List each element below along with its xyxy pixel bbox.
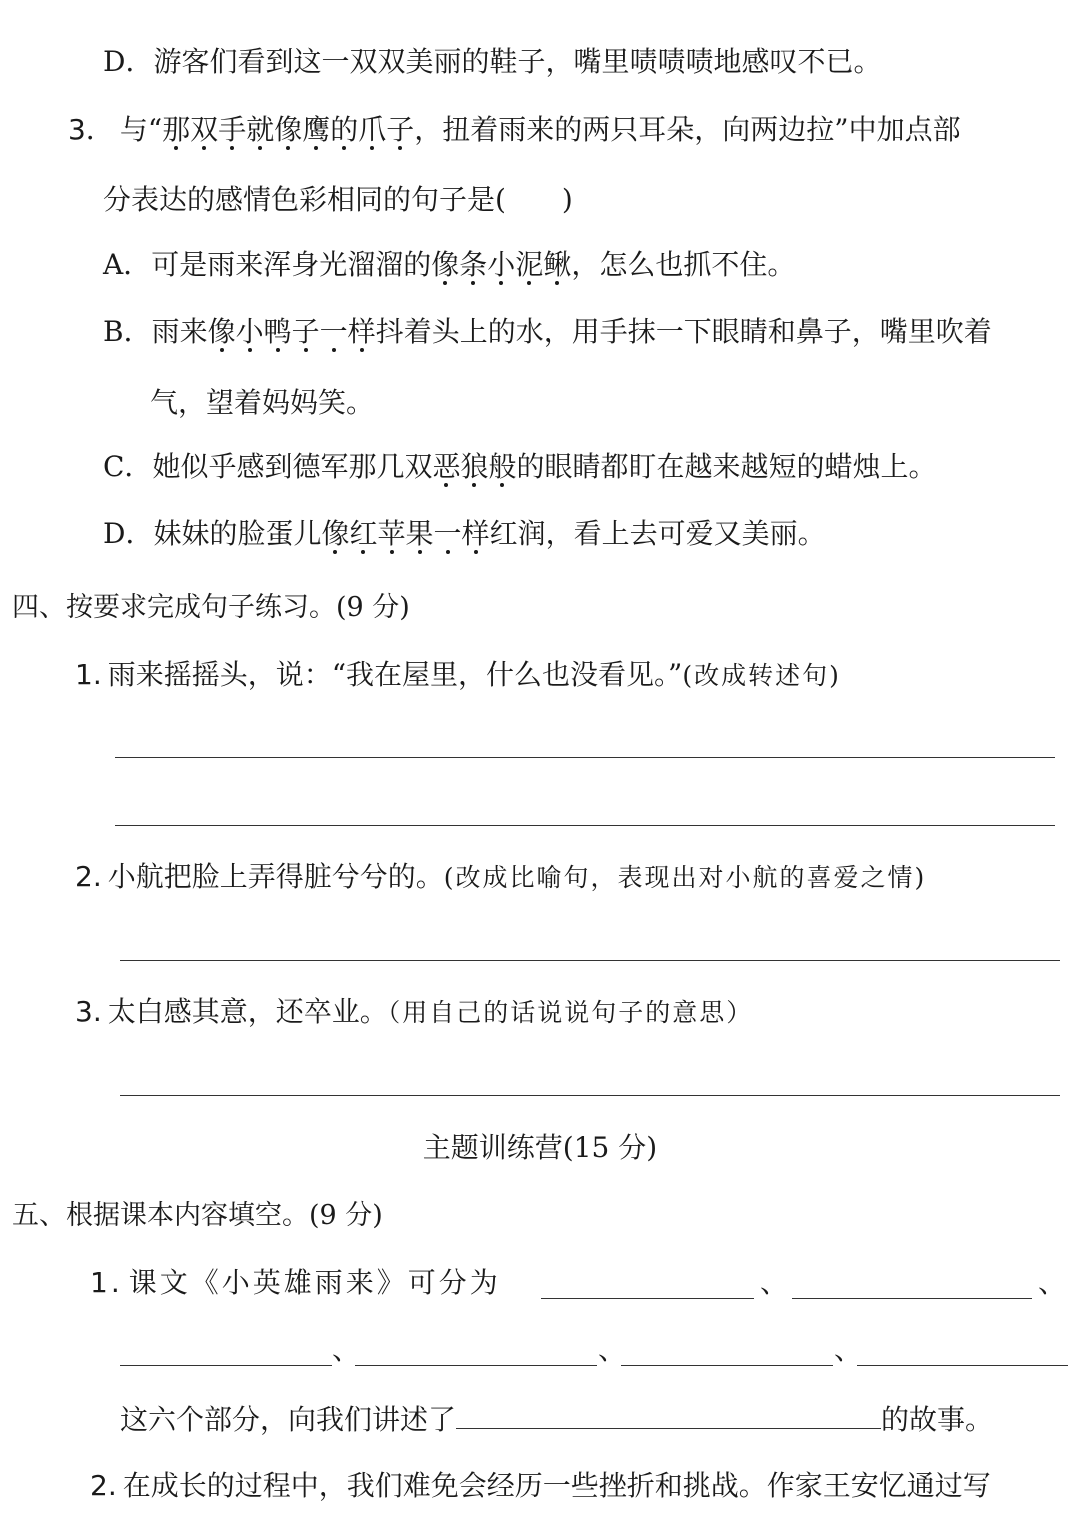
question-requirement: (改成比喻句，表现出对小航的喜爱之情): [443, 863, 927, 892]
question-number: 3．: [68, 113, 114, 146]
question-3: [68, 110, 961, 150]
option-text: 的眼睛都盯在越来越短的蜡烛上。: [516, 450, 937, 483]
fill-blank[interactable]: [792, 1298, 1032, 1299]
separator: 、: [760, 1266, 789, 1299]
question-number: 1.: [75, 658, 102, 691]
section-title: 五、根据课本内容填空。: [12, 1200, 309, 1231]
separator: 、: [598, 1333, 627, 1366]
fill-blank[interactable]: [355, 1365, 597, 1366]
camp-title: 主题训练营(15 分): [422, 1131, 658, 1164]
question-text: 小航把脸上弄得脏兮兮的。: [107, 860, 444, 893]
separator: 、: [332, 1333, 361, 1366]
option-text: 她似乎感到德军那几双: [152, 450, 433, 483]
option-text: 雨来: [151, 315, 208, 348]
separator: 、: [834, 1333, 863, 1366]
option-text: 妹妹的脸蛋儿: [153, 517, 322, 550]
option-text: 红润，看上去可爱又美丽。: [489, 517, 826, 550]
section-points: (9 分): [309, 1200, 383, 1231]
option-text: 游客们看到这一双双美丽的鞋子，嘴里啧啧啧地感叹不已。: [153, 45, 882, 78]
answer-line[interactable]: [120, 960, 1060, 961]
question-requirement: (改成转述句): [682, 661, 841, 690]
dotted-phrase: 像小鸭子一样: [207, 315, 376, 348]
option-label: B．: [103, 315, 152, 348]
question-text-pre: 与“: [119, 113, 163, 146]
section-5-q1-line3: [120, 1398, 993, 1440]
option-label: D．: [103, 517, 154, 550]
section-4-q3: [75, 992, 753, 1033]
option-label: D．: [103, 45, 154, 78]
section-title: 四、按要求完成句子练习。: [12, 592, 336, 623]
option-b-cont: 气，望着妈妈笑。: [150, 386, 375, 419]
separator: 、: [1038, 1266, 1067, 1299]
question-text: 在成长的过程中，我们难免会经历一些挫折和挑战。作家王安忆通过写: [122, 1469, 991, 1502]
section-4-heading: [12, 588, 410, 628]
dotted-phrase: 恶狼般: [432, 450, 517, 483]
option-label: A．: [103, 248, 152, 281]
option-d-prev: [103, 42, 881, 82]
option-b: [103, 312, 992, 352]
dotted-phrase: 像条小泥鳅: [431, 248, 572, 281]
option-text: 抖着头上的水，用手抹一下眼睛和鼻子，嘴里吹着: [375, 315, 992, 348]
option-a: [103, 245, 795, 285]
question-text: 课文《小英雄雨来》可分为: [128, 1266, 501, 1299]
question-requirement: （用自己的话说说句子的意思）: [387, 998, 754, 1027]
fill-blank[interactable]: [456, 1398, 881, 1429]
question-text: 雨来摇摇头，说：“我在屋里，什么也没看见。”: [107, 658, 683, 691]
section-5-heading: [12, 1196, 383, 1236]
section-5-q2: [90, 1466, 991, 1506]
fill-blank[interactable]: [120, 1365, 332, 1366]
option-text: ，怎么也抓不住。: [571, 248, 796, 281]
answer-line[interactable]: [120, 1095, 1060, 1096]
dotted-phrase: 那双手就像鹰的爪子: [162, 113, 415, 146]
question-number: 2.: [90, 1469, 117, 1502]
fill-blank[interactable]: [621, 1365, 833, 1366]
answer-line[interactable]: [115, 757, 1055, 758]
question-text: 的故事。: [881, 1403, 994, 1436]
question-number: 1.: [90, 1266, 123, 1299]
option-d: [103, 514, 826, 554]
question-number: 3.: [75, 995, 102, 1028]
section-4-q1: [75, 655, 841, 696]
question-text: 这六个部分，向我们讲述了: [120, 1403, 457, 1436]
dotted-phrase: 像红苹果一样: [321, 517, 490, 550]
section-4-q2: [75, 857, 926, 898]
answer-line[interactable]: [115, 825, 1055, 826]
question-number: 2.: [75, 860, 102, 893]
question-3-line2: 分表达的感情色彩相同的句子是( ): [103, 183, 573, 216]
fill-blank[interactable]: [857, 1365, 1068, 1366]
section-points: (9 分): [336, 592, 410, 623]
question-text-post: ，扭着雨来的两只耳朵，向两边拉”中加点部: [414, 113, 961, 146]
option-label: C．: [103, 450, 153, 483]
option-c: [103, 447, 937, 487]
section-5-q1: [90, 1263, 501, 1303]
fill-blank[interactable]: [541, 1298, 754, 1299]
option-text: 可是雨来浑身光溜溜的: [151, 248, 432, 281]
question-text: 太白感其意，还卒业。: [107, 995, 388, 1028]
